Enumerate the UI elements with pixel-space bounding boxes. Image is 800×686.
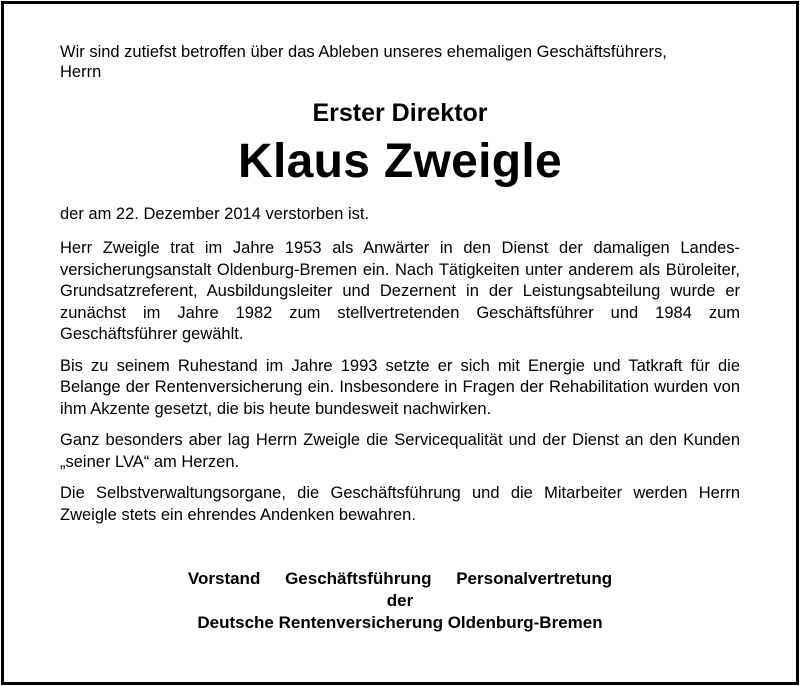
obituary-notice — [60, 42, 740, 526]
signoff — [60, 568, 740, 634]
intro-text — [60, 42, 740, 82]
signoff-group-board: Vorstand — [187, 569, 261, 588]
paragraph-career: Herr Zweigle trat im Jahre 1953 als Anwärter in den Dienst der damaligen Landesversicherungsanstalt Oldenburg-Bremen ein. Nach Tätigkeiten unter anderem als Büroleiter, Grundsatzreferent, Ausbildungsleiter und Dezernent in der Leistungsabteilung wurde er zunächst im Jahre 1982 zum stellvertretenden Geschäftsführer und 1984 zum Geschäftsführer gewählt. — [60, 239, 740, 343]
signoff-groups — [60, 568, 740, 590]
signoff-group-management: Geschäftsführung — [285, 569, 432, 588]
signoff-connector: der — [386, 591, 414, 610]
signoff-group-staff-council: Personalvertretung — [456, 569, 613, 588]
signoff-organization: Deutsche Rentenversicherung Oldenburg-Bremen — [197, 613, 603, 632]
salutation: Herrn — [60, 63, 102, 81]
paragraph-remembrance: Die Selbstverwaltungsorgane, die Geschäftsführung und die Mitarbeiter werden Herrn Zweigle stets ein ehrendes Andenken bewahren. — [60, 484, 740, 524]
deceased-title: Erster Direktor — [312, 99, 488, 127]
date-of-death-text: der am 22. Dezember 2014 verstorben ist. — [60, 205, 370, 223]
deceased-name: Klaus Zweigle — [238, 135, 562, 188]
paragraph-retirement: Bis zu seinem Ruhestand im Jahre 1993 setzte er sich mit Energie und Tatkraft für die Belange der Rentenversicherung ein. Insbesondere in Fragen der Rehabilitation wurden von ihm Akzente gesetzt, die bis heute bundesweit nachwirken. — [60, 356, 740, 418]
paragraph-service: Ganz besonders aber lag Herrn Zweigle die Servicequalität und der Dienst an den Kunden „seiner LVA“ am Herzen. — [60, 431, 740, 471]
intro-line: Wir sind zutiefst betroffen über das Ableben unseres ehemaligen Geschäftsführers, — [60, 43, 667, 61]
